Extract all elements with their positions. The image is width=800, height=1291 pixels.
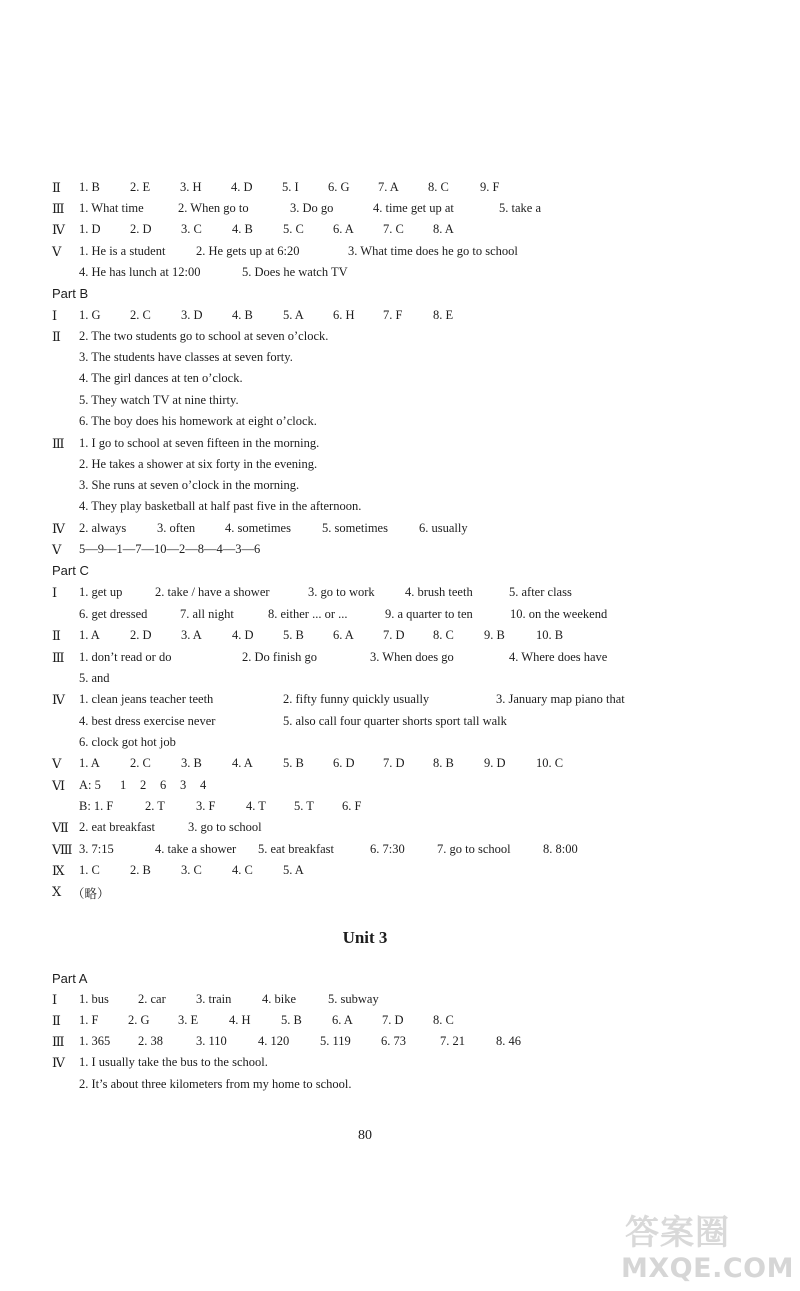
answer-item: 3. F [196, 799, 216, 813]
answer-item: 9. F [480, 180, 500, 194]
answer-item: 6 [160, 778, 167, 792]
answer-item: 1. C [79, 863, 100, 877]
question-number: Ⅳ [52, 222, 65, 237]
answer-item: 1. I usually take the bus to the school. [79, 1055, 268, 1069]
question-number: Ⅷ [52, 842, 73, 857]
answer-item: 6. D [333, 756, 355, 770]
answer-item: 6. 7:30 [370, 842, 405, 856]
answer-item: 9. B [484, 628, 505, 642]
answer-item: 4. They play basketball at half past five in the afternoon. [79, 499, 362, 513]
answer-item: 3. B [181, 756, 202, 770]
answer-item: 2. Do finish go [242, 650, 317, 664]
answer-item: 8. C [433, 628, 454, 642]
part-heading: Part A [52, 971, 88, 986]
answer-item: 2. When go to [178, 201, 249, 215]
answer-item: 4. 120 [258, 1034, 290, 1048]
answer-item: 8. C [428, 180, 449, 194]
answer-item: 1. 365 [79, 1034, 111, 1048]
question-number: Ⅶ [52, 820, 69, 835]
unit-heading: Unit 3 [342, 928, 388, 947]
answer-item: 1. F [79, 1013, 99, 1027]
answer-item: 2. 38 [138, 1034, 163, 1048]
answer-item: 2. He takes a shower at six forty in the evening. [79, 457, 318, 471]
answer-item: 3. go to school [188, 820, 262, 834]
answer-item: 3. When does go [370, 650, 454, 664]
answer-item: 3. E [178, 1013, 199, 1027]
answer-item: 1. B [79, 180, 100, 194]
page-number: 80 [358, 1128, 372, 1143]
answer-item: 1. get up [79, 585, 123, 599]
answer-item: 6. G [328, 180, 350, 194]
answer-item: 3. She runs at seven o’clock in the morning. [79, 478, 300, 492]
answer-item: 3. go to work [308, 585, 375, 599]
answer-item: 2. eat breakfast [79, 820, 156, 834]
answer-item: 3. H [180, 180, 202, 194]
answer-item: 2. The two students go to school at seven o’clock. [79, 329, 329, 343]
answer-item: 5. Does he watch TV [242, 265, 348, 279]
answer-item: 1. A [79, 756, 100, 770]
answer-item: 5. T [294, 799, 314, 813]
answer-item: 7. all night [180, 607, 234, 621]
answer-item: 2. It’s about three kilometers from my home to school. [79, 1077, 352, 1091]
answer-item: 2 [140, 778, 147, 792]
answer-item: 5. A [283, 863, 304, 877]
answer-item: 1. He is a student [79, 244, 166, 258]
part-heading: Part C [52, 563, 89, 578]
answer-item: 1. bus [79, 992, 109, 1006]
answer-item: 5. after class [509, 585, 572, 599]
question-number: Ⅴ [52, 756, 62, 771]
answer-item: 2. He gets up at 6:20 [196, 244, 300, 258]
answer-item: 2. car [138, 992, 166, 1006]
question-number: Ⅰ [52, 308, 58, 323]
answer-item: 3. Do go [290, 201, 334, 215]
answer-item: 3. often [157, 521, 196, 535]
question-number: Ⅳ [52, 692, 65, 707]
answer-item: 2. B [130, 863, 151, 877]
answer-item: 4. T [246, 799, 266, 813]
answer-item: 2. E [130, 180, 151, 194]
answer-item: 1. A [79, 628, 100, 642]
answer-item: 1. What time [79, 201, 144, 215]
question-number: Ⅱ [52, 1013, 61, 1028]
answer-item: 5. subway [328, 992, 379, 1006]
answer-item: 7. 21 [440, 1034, 465, 1048]
question-number: Ⅳ [52, 521, 65, 536]
answer-item: 3. 7:15 [79, 842, 114, 856]
answer-item: 4. bike [262, 992, 297, 1006]
question-number: Ⅱ [52, 329, 61, 344]
answer-item: 7. D [383, 628, 405, 642]
question-number: Ⅰ [52, 992, 58, 1007]
answer-item: 6. The boy does his homework at eight o’clock. [79, 414, 317, 428]
answer-item: 1 [120, 778, 127, 792]
answer-item: 5. B [283, 756, 304, 770]
answer-item: 4. The girl dances at ten o’clock. [79, 371, 243, 385]
answer-item: 4. A [232, 756, 253, 770]
answer-item: 4. take a shower [155, 842, 237, 856]
answer-item: B: 1. F [79, 799, 114, 813]
answer-item: 5—9—1—7—10—2—8—4—3—6 [79, 542, 261, 556]
answer-item: 3. The students have classes at seven forty. [79, 350, 293, 364]
answer-item: 3. D [181, 308, 203, 322]
answer-item: 2. take / have a shower [155, 585, 270, 599]
answer-item: 5. sometimes [322, 521, 388, 535]
answer-item: 8. A [433, 222, 454, 236]
answer-item: 1. I go to school at seven fifteen in the morning. [79, 436, 320, 450]
answer-item: 5. 119 [320, 1034, 351, 1048]
answer-item: 7. C [383, 222, 404, 236]
answer-item: 2. always [79, 521, 127, 535]
question-number: Ⅲ [52, 650, 65, 665]
answer-item: 2. C [130, 756, 151, 770]
answer-item: 5. I [282, 180, 299, 194]
answer-item: 6. get dressed [79, 607, 148, 621]
answer-item: 5. take a [499, 201, 541, 215]
answer-item: 4. best dress exercise never [79, 714, 216, 728]
answer-item: 5. eat breakfast [258, 842, 335, 856]
question-number: Ⅲ [52, 201, 65, 216]
answer-item: 4. B [232, 308, 253, 322]
answer-item: 3. January map piano that [496, 692, 625, 706]
answer-item: 5. B [281, 1013, 302, 1027]
answer-item: 5. and [79, 671, 110, 685]
answer-item: 4 [200, 778, 207, 792]
answer-item: 3. C [181, 222, 202, 236]
answer-item: 4. He has lunch at 12:00 [79, 265, 201, 279]
answer-item: 10. B [536, 628, 564, 642]
answer-item: 6. F [342, 799, 362, 813]
watermark-site-text: MXQE.COM [621, 1253, 794, 1284]
answer-item: 10. on the weekend [510, 607, 608, 621]
answer-item: 5. A [283, 308, 304, 322]
answer-item: 7. go to school [437, 842, 511, 856]
answer-item: 9. a quarter to ten [385, 607, 473, 621]
answer-item: 5. C [283, 222, 304, 236]
watermark-logo-text: 答案圈 [625, 1213, 730, 1253]
answer-item: 1. don’t read or do [79, 650, 172, 664]
answer-item: 2. G [128, 1013, 150, 1027]
question-number: Ⅸ [52, 863, 65, 878]
answer-item: 8. 8:00 [543, 842, 578, 856]
answer-item: 3. train [196, 992, 232, 1006]
answer-item: 6. clock got hot job [79, 735, 176, 749]
question-number: Ⅵ [52, 778, 66, 793]
question-number: Ⅱ [52, 180, 61, 195]
question-number: Ⅳ [52, 1055, 65, 1070]
answer-item: 9. D [484, 756, 506, 770]
answer-item: 10. C [536, 756, 564, 770]
question-number: Ⅹ [52, 884, 62, 899]
answer-item: 7. F [383, 308, 403, 322]
answer-item: 6. 73 [381, 1034, 406, 1048]
answer-item: 8. B [433, 756, 454, 770]
part-heading: Part B [52, 286, 89, 301]
answer-item: 3. C [181, 863, 202, 877]
answer-item: （略） [72, 887, 110, 901]
answer-item: 2. D [130, 222, 152, 236]
answer-item: 8. 46 [496, 1034, 521, 1048]
question-number: Ⅲ [52, 436, 65, 451]
answer-item: 1. D [79, 222, 101, 236]
answer-item: 4. C [232, 863, 253, 877]
question-number: Ⅴ [52, 244, 62, 259]
answer-item: 4. D [232, 628, 254, 642]
answer-item: 5. They watch TV at nine thirty. [79, 393, 239, 407]
answer-item: 6. A [332, 1013, 353, 1027]
answer-item: 4. time get up at [373, 201, 454, 215]
answer-item: 3. A [181, 628, 202, 642]
answer-item: 4. sometimes [225, 521, 291, 535]
answer-item: 7. D [383, 756, 405, 770]
answer-item: 4. H [229, 1013, 251, 1027]
answer-item: A: 5 [79, 778, 101, 792]
answer-item: 8. E [433, 308, 454, 322]
answer-item: 4. Where does have [509, 650, 608, 664]
question-number: Ⅱ [52, 628, 61, 643]
answer-item: 4. D [231, 180, 253, 194]
answer-item: 3 [180, 778, 187, 792]
answer-item: 1. clean jeans teacher teeth [79, 692, 214, 706]
watermark-logo [617, 1205, 797, 1289]
answer-item: 4. B [232, 222, 253, 236]
answer-item: 3. What time does he go to school [348, 244, 518, 258]
answer-item: 6. A [333, 628, 354, 642]
question-number: Ⅲ [52, 1034, 65, 1049]
answer-item: 2. fifty funny quickly usually [283, 692, 430, 706]
question-number: Ⅰ [52, 585, 58, 600]
answer-item: 8. either ... or ... [268, 607, 348, 621]
answer-item: 7. D [382, 1013, 404, 1027]
answer-item: 1. G [79, 308, 101, 322]
answer-item: 6. H [333, 308, 355, 322]
answer-item: 5. also call four quarter shorts sport tall walk [283, 714, 507, 728]
answer-item: 3. 110 [196, 1034, 227, 1048]
answer-item: 2. T [145, 799, 165, 813]
answer-item: 2. C [130, 308, 151, 322]
answer-item: 2. D [130, 628, 152, 642]
question-number: Ⅴ [52, 542, 62, 557]
answer-item: 8. C [433, 1013, 454, 1027]
answer-item: 4. brush teeth [405, 585, 473, 599]
answer-item: 6. usually [419, 521, 468, 535]
answer-item: 7. A [378, 180, 399, 194]
answer-item: 6. A [333, 222, 354, 236]
answer-item: 5. B [283, 628, 304, 642]
